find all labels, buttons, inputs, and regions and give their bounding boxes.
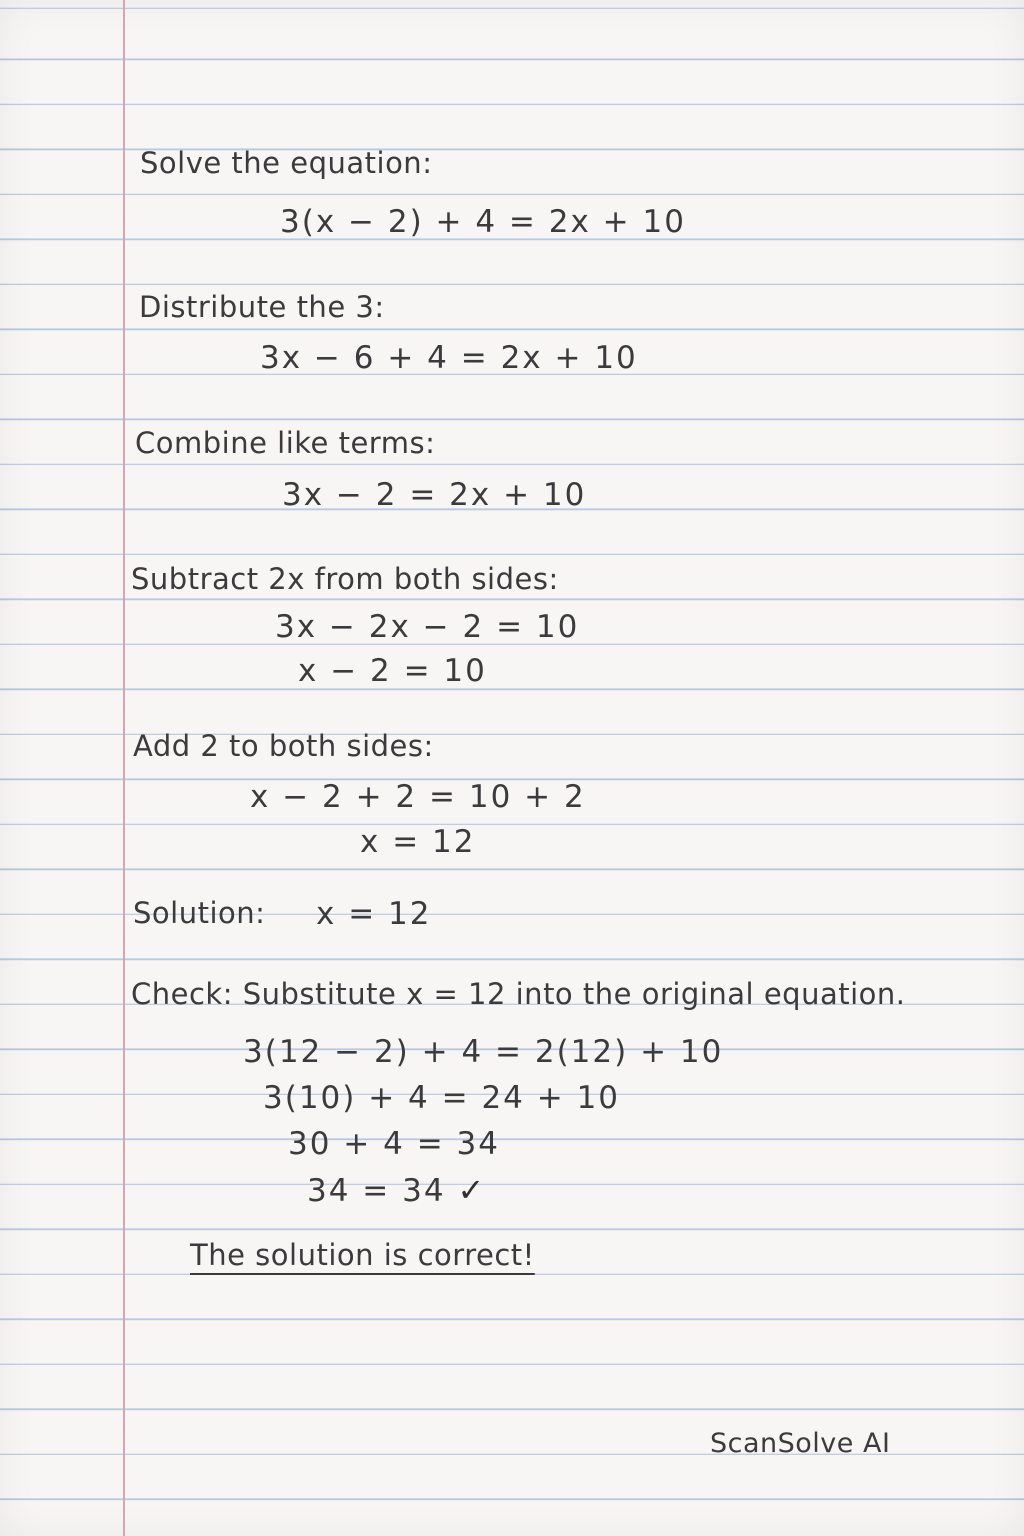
check-line-2: 3(10) + 4 = 24 + 10: [263, 1080, 621, 1116]
step-3-heading: Subtract 2x from both sides:: [131, 562, 559, 596]
conclusion-text: The solution is correct!: [190, 1238, 535, 1272]
solution-value: x = 12: [316, 896, 432, 932]
step-3-line-2: x − 2 = 10: [298, 653, 487, 689]
step-2-heading: Combine like terms:: [135, 426, 436, 460]
check-heading: Check: Substitute x = 12 into the original equation.: [131, 977, 906, 1011]
problem-heading: Solve the equation:: [140, 146, 433, 180]
step-4-line-2: x = 12: [360, 824, 476, 860]
margin-line: [123, 0, 125, 1536]
signature: ScanSolve AI: [710, 1428, 891, 1459]
problem-equation: 3(x − 2) + 4 = 2x + 10: [280, 204, 686, 240]
step-4-heading: Add 2 to both sides:: [133, 729, 434, 763]
check-line-3: 30 + 4 = 34: [288, 1126, 500, 1162]
step-1-heading: Distribute the 3:: [139, 290, 385, 324]
checkmark-icon: ✓: [457, 1171, 487, 1209]
check-line-4-text: 34 = 34: [307, 1173, 446, 1209]
step-4-line-1: x − 2 + 2 = 10 + 2: [250, 779, 586, 815]
step-3-line-1: 3x − 2x − 2 = 10: [275, 609, 580, 645]
check-line-4: [307, 1171, 486, 1209]
step-1-line-1: 3x − 6 + 4 = 2x + 10: [260, 340, 638, 376]
step-2-line-1: 3x − 2 = 2x + 10: [282, 477, 587, 513]
check-line-1: 3(12 − 2) + 4 = 2(12) + 10: [243, 1034, 724, 1070]
solution-label: Solution:: [133, 896, 266, 930]
